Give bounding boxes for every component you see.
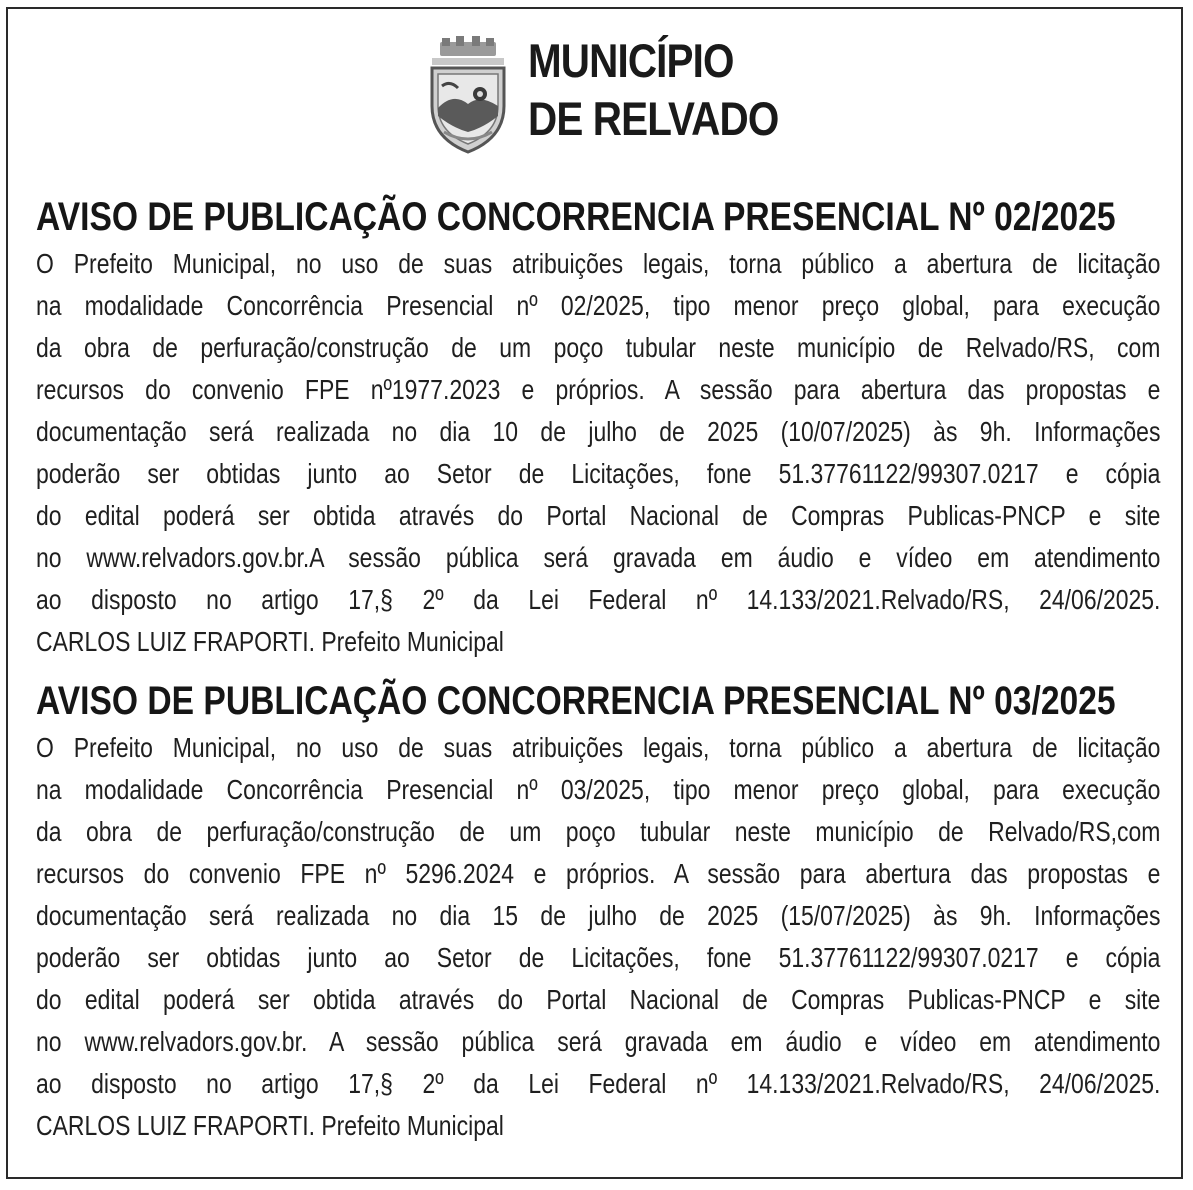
notice-heading: AVISO DE PUBLICAÇÃO CONCORRENCIA PRESENCIAL Nº 02/2025 [36, 195, 1116, 239]
notice-line: ao disposto no artigo 17,§ 2º da Lei Federal nº 14.133/2021.Relvado/RS, 24/06/2025. [36, 1068, 1161, 1099]
notice-line: recursos do convenio FPE nº 5296.2024 e próprios. A sessão para abertura das propostas e [36, 858, 1161, 889]
notice-line: O Prefeito Municipal, no uso de suas atribuições legais, torna público a abertura de licitação [36, 732, 1161, 763]
notice-body [36, 727, 1160, 1147]
notice-signature: CARLOS LUIZ FRAPORTI. Prefeito Municipal [36, 1110, 504, 1141]
notice-section-2 [36, 677, 1160, 1147]
notice-line: poderão ser obtidas junto ao Setor de Licitações, fone 51.37761122/99307.0217 e cópia [36, 458, 1161, 489]
notice-heading: AVISO DE PUBLICAÇÃO CONCORRENCIA PRESENCIAL Nº 03/2025 [36, 679, 1116, 723]
municipality-title [528, 32, 778, 148]
municipality-title-line2: DE RELVADO [528, 92, 779, 145]
notice-line: documentação será realizada no dia 10 de julho de 2025 (10/07/2025) às 9h. Informações [36, 416, 1161, 447]
notice-line: no www.relvadors.gov.br. A sessão pública será gravada em áudio e vídeo em atendimento [36, 1026, 1161, 1057]
notice-line: documentação será realizada no dia 15 de julho de 2025 (15/07/2025) às 9h. Informações [36, 900, 1161, 931]
notice-line: O Prefeito Municipal, no uso de suas atribuições legais, torna público a abertura de licitação [36, 248, 1161, 279]
notice-line: recursos do convenio FPE nº1977.2023 e próprios. A sessão para abertura das propostas e [36, 374, 1161, 405]
notice-line: do edital poderá ser obtida através do Portal Nacional de Compras Publicas-PNCP e site [36, 984, 1161, 1015]
notice-line: poderão ser obtidas junto ao Setor de Licitações, fone 51.37761122/99307.0217 e cópia [36, 942, 1161, 973]
notice-line: na modalidade Concorrência Presencial nº 03/2025, tipo menor preço global, para execução [36, 774, 1161, 805]
municipality-header [408, 28, 828, 158]
notice-section-1 [36, 193, 1160, 663]
municipal-crest-icon [418, 36, 518, 156]
notice-line: ao disposto no artigo 17,§ 2º da Lei Federal nº 14.133/2021.Relvado/RS, 24/06/2025. [36, 584, 1161, 615]
notice-line: da obra de perfuração/construção de um poço tubular neste município de Relvado/RS,com [36, 816, 1161, 847]
notice-line: do edital poderá ser obtida através do Portal Nacional de Compras Publicas-PNCP e site [36, 500, 1161, 531]
notice-line: da obra de perfuração/construção de um poço tubular neste município de Relvado/RS, com [36, 332, 1161, 363]
notice-body [36, 243, 1160, 663]
notice-line: na modalidade Concorrência Presencial nº 02/2025, tipo menor preço global, para execução [36, 290, 1161, 321]
municipality-title-line1: MUNICÍPIO [528, 34, 734, 87]
notice-line: no www.relvadors.gov.br.A sessão pública será gravada em áudio e vídeo em atendimento [36, 542, 1161, 573]
notice-signature: CARLOS LUIZ FRAPORTI. Prefeito Municipal [36, 626, 504, 657]
